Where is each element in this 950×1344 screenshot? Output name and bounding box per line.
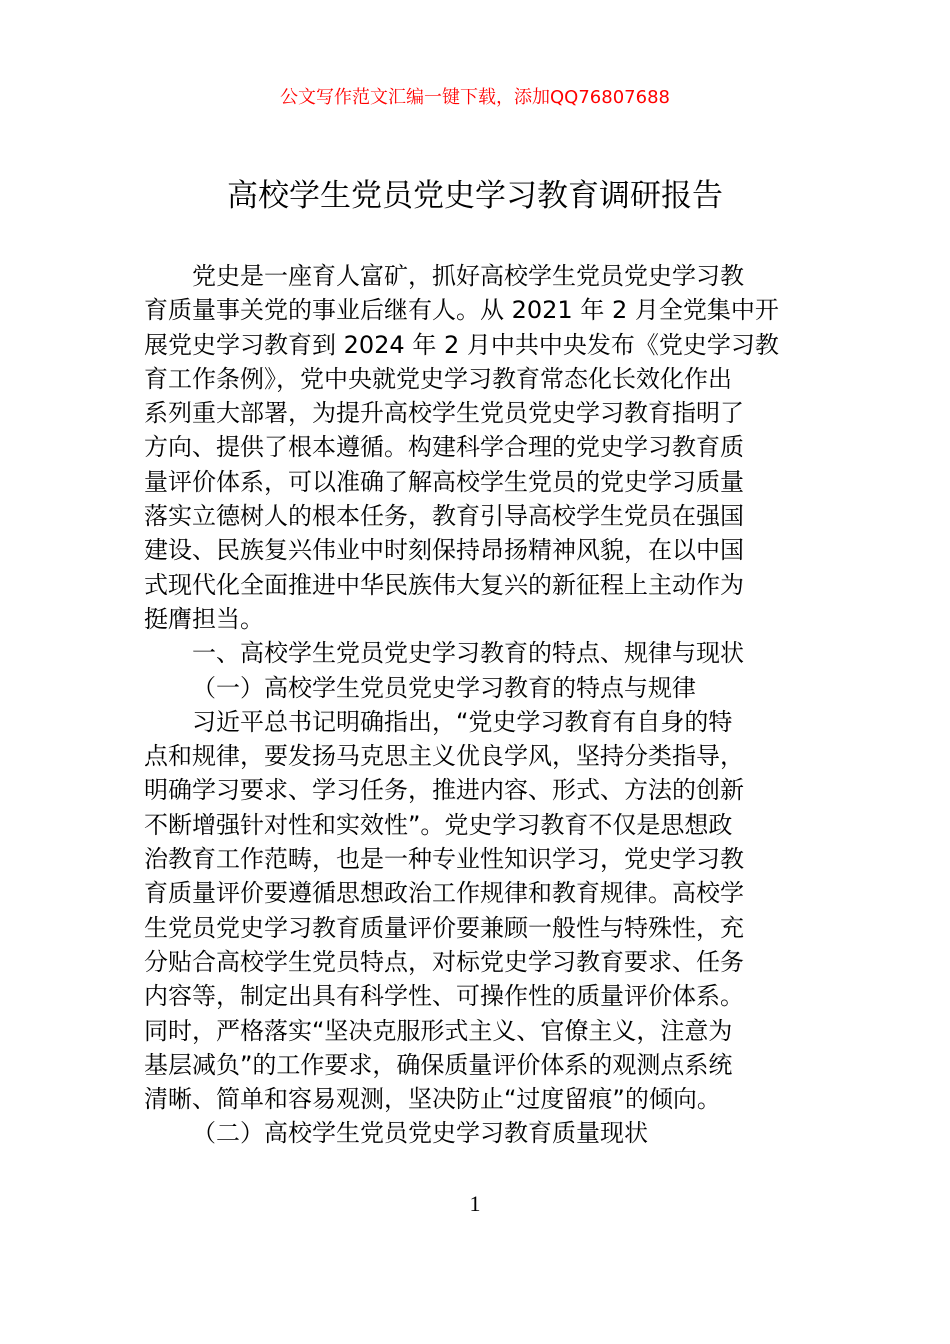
paragraph-line: 明确学习要求、学习任务，推进内容、形式、方法的创新 bbox=[144, 776, 744, 805]
paragraph-line: 不断增强针对性和实效性”。党史学习教育不仅是思想政 bbox=[144, 810, 733, 839]
paragraph-line: 方向、提供了根本遵循。构建科学合理的党史学习教育质 bbox=[144, 433, 744, 462]
paragraph-line: 习近平总书记明确指出，“党史学习教育有自身的特 bbox=[192, 707, 733, 736]
section-heading-1: 一、高校学生党员党史学习教育的特点、规律与现状 bbox=[192, 639, 744, 668]
paragraph-line: 育质量事关党的事业后继有人。从 2021 年 2 月全党集中开 bbox=[144, 296, 779, 325]
paragraph-line: 基层减负”的工作要求，确保质量评价体系的观测点系统 bbox=[144, 1050, 733, 1079]
paragraph-line: 同时，严格落实“坚决克服形式主义、官僚主义，注意为 bbox=[144, 1016, 733, 1045]
document-title: 高校学生党员党史学习教育调研报告 bbox=[227, 178, 723, 214]
paragraph-line: 分贴合高校学生党员特点，对标党史学习教育要求、任务 bbox=[144, 947, 744, 976]
paragraph-line: 式现代化全面推进中华民族伟大复兴的新征程上主动作为 bbox=[144, 570, 744, 599]
paragraph-line: 量评价体系，可以准确了解高校学生党员的党史学习质量 bbox=[144, 467, 744, 496]
paragraph-line: 党史是一座育人富矿，抓好高校学生党员党史学习教 bbox=[192, 262, 744, 290]
paragraph-line: 清晰、简单和容易观测，坚决防止“过度留痕”的倾向。 bbox=[144, 1085, 721, 1114]
paragraph-line: 治教育工作范畴，也是一种专业性知识学习，党史学习教 bbox=[144, 845, 744, 874]
paragraph-line: 系列重大部署，为提升高校学生党员党史学习教育指明了 bbox=[144, 399, 744, 428]
paragraph-line: 展党史学习教育到 2024 年 2 月中共中央发布《党史学习教 bbox=[144, 330, 779, 359]
paragraph-line: 挺膺担当。 bbox=[144, 604, 264, 633]
paragraph-line: 育工作条例》，党中央就党史学习教育常态化长效化作出 bbox=[144, 364, 732, 393]
document-body bbox=[144, 259, 808, 1151]
paragraph-line: 落实立德树人的根本任务，教育引导高校学生党员在强国 bbox=[144, 502, 744, 531]
page-number: 1 bbox=[469, 1191, 481, 1216]
paragraph-line: 内容等，制定出具有科学性、可操作性的质量评价体系。 bbox=[144, 982, 744, 1011]
paragraph-line: 生党员党史学习教育质量评价要兼顾一般性与特殊性，充 bbox=[144, 913, 744, 942]
subsection-heading-1: （一）高校学生党员党史学习教育的特点与规律 bbox=[192, 673, 696, 702]
paragraph-line: 育质量评价要遵循思想政治工作规律和教育规律。高校学 bbox=[144, 879, 744, 908]
paragraph-line: 点和规律，要发扬马克思主义优良学风，坚持分类指导， bbox=[144, 742, 744, 771]
header-download-note: 公文写作范文汇编一键下载，添加QQ76807688 bbox=[280, 87, 670, 108]
subsection-heading-2: （二）高校学生党员党史学习教育质量现状 bbox=[192, 1119, 648, 1148]
paragraph-line: 建设、民族复兴伟业中时刻保持昂扬精神风貌，在以中国 bbox=[144, 536, 744, 565]
